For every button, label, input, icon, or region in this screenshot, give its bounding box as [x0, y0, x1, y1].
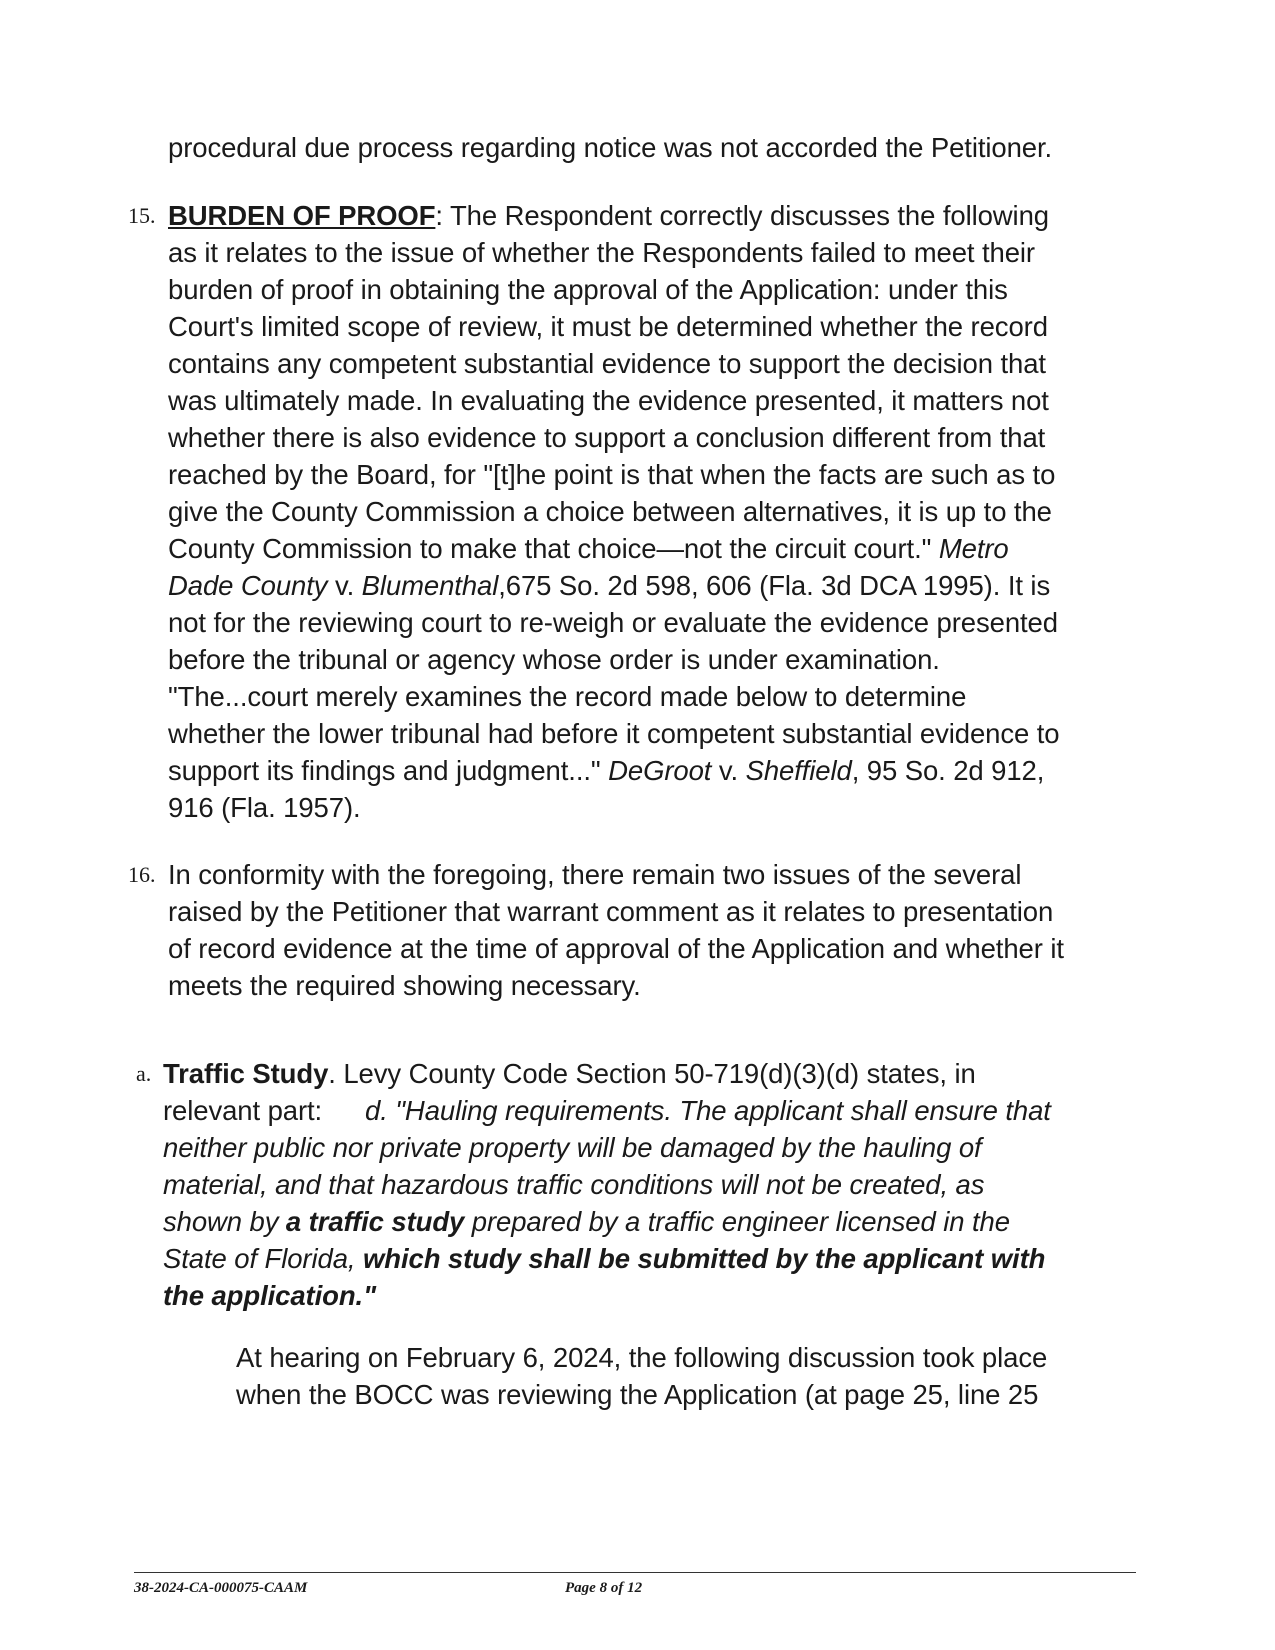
- body-line: relevant part:: [163, 1095, 323, 1126]
- case-citation: Sheffield: [745, 755, 852, 786]
- case-citation: Metro: [938, 533, 1009, 564]
- body-line: was ultimately made. In evaluating the evidence presented, it matters not: [168, 385, 1049, 416]
- case-citation: DeGroot: [608, 755, 712, 786]
- body-line: as it relates to the issue of whether the Respondents failed to meet their: [168, 237, 1035, 268]
- code-quote-line: d. "Hauling requirements. The applicant shall ensure that: [365, 1095, 1051, 1126]
- body-line: In conformity with the foregoing, there remain two issues of the several: [168, 859, 1022, 890]
- body-line: burden of proof in obtaining the approval of the Application: under this: [168, 274, 1008, 305]
- code-quote-line: material, and that hazardous traffic conditions will not be created, as: [163, 1169, 985, 1200]
- section-heading: BURDEN OF PROOF: [168, 200, 436, 231]
- body-line: whether there is also evidence to support a conclusion different from that: [168, 422, 1046, 453]
- paragraph-number: 16.: [128, 862, 156, 887]
- body-line: procedural due process regarding notice was not accorded the Petitioner.: [168, 132, 1053, 163]
- body-line: raised by the Petitioner that warrant comment as it relates to presentation: [168, 896, 1054, 927]
- body-line: meets the required showing necessary.: [168, 970, 641, 1001]
- code-quote-line: neither public nor private property will be damaged by the hauling of: [163, 1132, 982, 1163]
- section-heading: Traffic Study: [163, 1058, 329, 1089]
- body-line: Traffic Study. Levy County Code Section 50-719(d)(3)(d) states, in: [163, 1058, 976, 1089]
- footer-page-number: Page 8 of 12: [565, 1580, 643, 1596]
- body-line: when the BOCC was reviewing the Application (at page 25, line 25: [236, 1379, 1039, 1410]
- case-citation: Dade County: [168, 570, 328, 601]
- subparagraph-letter: a.: [136, 1061, 152, 1086]
- body-line: reached by the Board, for "[t]he point is that when the facts are such as to: [168, 459, 1056, 490]
- body-line: "The...court merely examines the record made below to determine: [168, 681, 967, 712]
- code-quote-line: the application.": [163, 1280, 377, 1311]
- body-line: give the County Commission a choice between alternatives, it is up to the: [168, 496, 1052, 527]
- code-quote-line: shown by a traffic study prepared by a traffic engineer licensed in the: [163, 1206, 1010, 1237]
- footer-case-number: 38-2024-CA-000075-CAAM: [134, 1580, 308, 1596]
- body-line: whether the lower tribunal had before it competent substantial evidence to: [168, 718, 1060, 749]
- body-line: of record evidence at the time of approval of the Application and whether it: [168, 933, 1064, 964]
- paragraph-number: 15.: [128, 203, 156, 228]
- body-line: Dade County v. Blumenthal,675 So. 2d 598, 606 (Fla. 3d DCA 1995). It is: [168, 570, 1051, 601]
- body-line: contains any competent substantial evidence to support the decision that: [168, 348, 1046, 379]
- body-line: before the tribunal or agency whose order is under examination.: [168, 644, 940, 675]
- footer-rule: [134, 1572, 1136, 1573]
- body-line: BURDEN OF PROOF: The Respondent correctly discusses the following: [168, 200, 1049, 231]
- case-citation: Blumenthal: [361, 570, 499, 601]
- body-line: support its findings and judgment..." DeGroot v. Sheffield, 95 So. 2d 912,: [168, 755, 1045, 786]
- code-quote-line: State of Florida, which study shall be submitted by the applicant with: [163, 1243, 1046, 1274]
- body-line: not for the reviewing court to re-weigh or evaluate the evidence presented: [168, 607, 1058, 638]
- body-line: 916 (Fla. 1957).: [168, 792, 361, 823]
- body-line: Court's limited scope of review, it must be determined whether the record: [168, 311, 1048, 342]
- body-line: County Commission to make that choice—not the circuit court." Metro: [168, 533, 1009, 564]
- body-line: At hearing on February 6, 2024, the following discussion took place: [236, 1342, 1048, 1373]
